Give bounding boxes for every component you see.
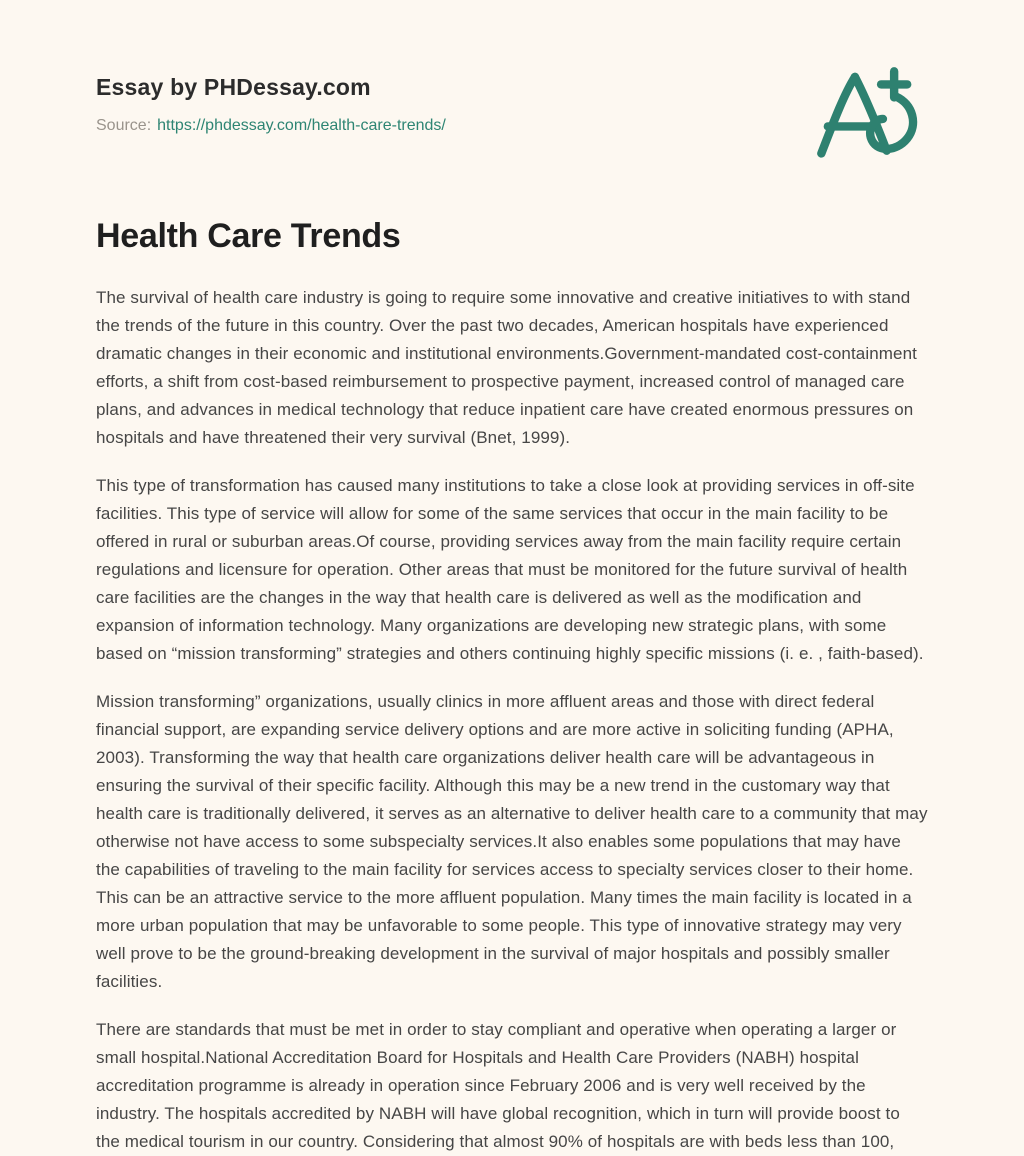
essay-paragraph: The survival of health care industry is going to require some innovative and creative initiatives to with stand the trends of the future in this country. Over the past two decades, American hospitals have experienced dramatic changes in their economic and institutional environments.Government-mandated cost-containment efforts, a shift from cost-based reimbursement to prospective payment, increased control of managed care plans, and advances in medical technology that reduce inpatient care have created enormous pressures on hospitals and have threatened their very survival (Bnet, 1999). bbox=[96, 288, 917, 447]
essay-paragraph: Mission transforming” organizations, usually clinics in more affluent areas and those with direct federal financial support, are expanding service delivery options and are more active in soliciting funding (APHA, 2003). Transforming the way that health care organizations deliver health care will be advantageous in ensuring the survival of their specific facility. Although this may be a new trend in the customary way that health care is traditionally delivered, it serves as an alternative to deliver health care to a community that may otherwise not have access to some subspecialty services.It also enables some populations that may have the capabilities of traveling to the main facility for services access to specialty services closer to their home. This can be an attractive service to the more affluent population. Many times the main facility is located in a more urban population that may be unfavorable to some people. This type of innovative strategy may very well prove to be the ground-breaking development in the survival of major hospitals and possibly smaller facilities. bbox=[96, 692, 928, 991]
essay-body bbox=[96, 284, 928, 1156]
essay-paragraph: This type of transformation has caused many institutions to take a close look at providing services in off-site facilities. This type of service will allow for some of the same services that occur in the main facility to be offered in rural or suburban areas.Of course, providing services away from the main facility require certain regulations and licensure for operation. Other areas that must be monitored for the future survival of health care facilities are the changes in the way that health care is delivered as well as the modification and expansion of information technology. Many organizations are developing new strategic plans, with some based on “mission transforming” strategies and others continuing highly specific missions (i. e. , faith-based). bbox=[96, 476, 924, 663]
page-title: Essay by PHDessay.com bbox=[96, 74, 371, 100]
source-link[interactable]: https://phdessay.com/health-care-trends/ bbox=[157, 117, 446, 134]
essay-paragraph: There are standards that must be met in order to stay compliant and operative when operating a larger or small hospital.National Accreditation Board for Hospitals and Health Care Providers (NABH) hospital accreditation programme is already in operation since February 2006 and is very well received by the industry. The hospitals accredited by NABH will have global recognition, which in turn will provide boost to the medical tourism in our country. Considering that almost 90% of hospitals are with beds less than 100, bbox=[96, 1020, 900, 1151]
source-row bbox=[96, 117, 928, 135]
a-plus-logo-icon bbox=[812, 66, 924, 170]
source-label: Source: bbox=[96, 117, 152, 134]
essay-title: Health Care Trends bbox=[96, 217, 401, 255]
